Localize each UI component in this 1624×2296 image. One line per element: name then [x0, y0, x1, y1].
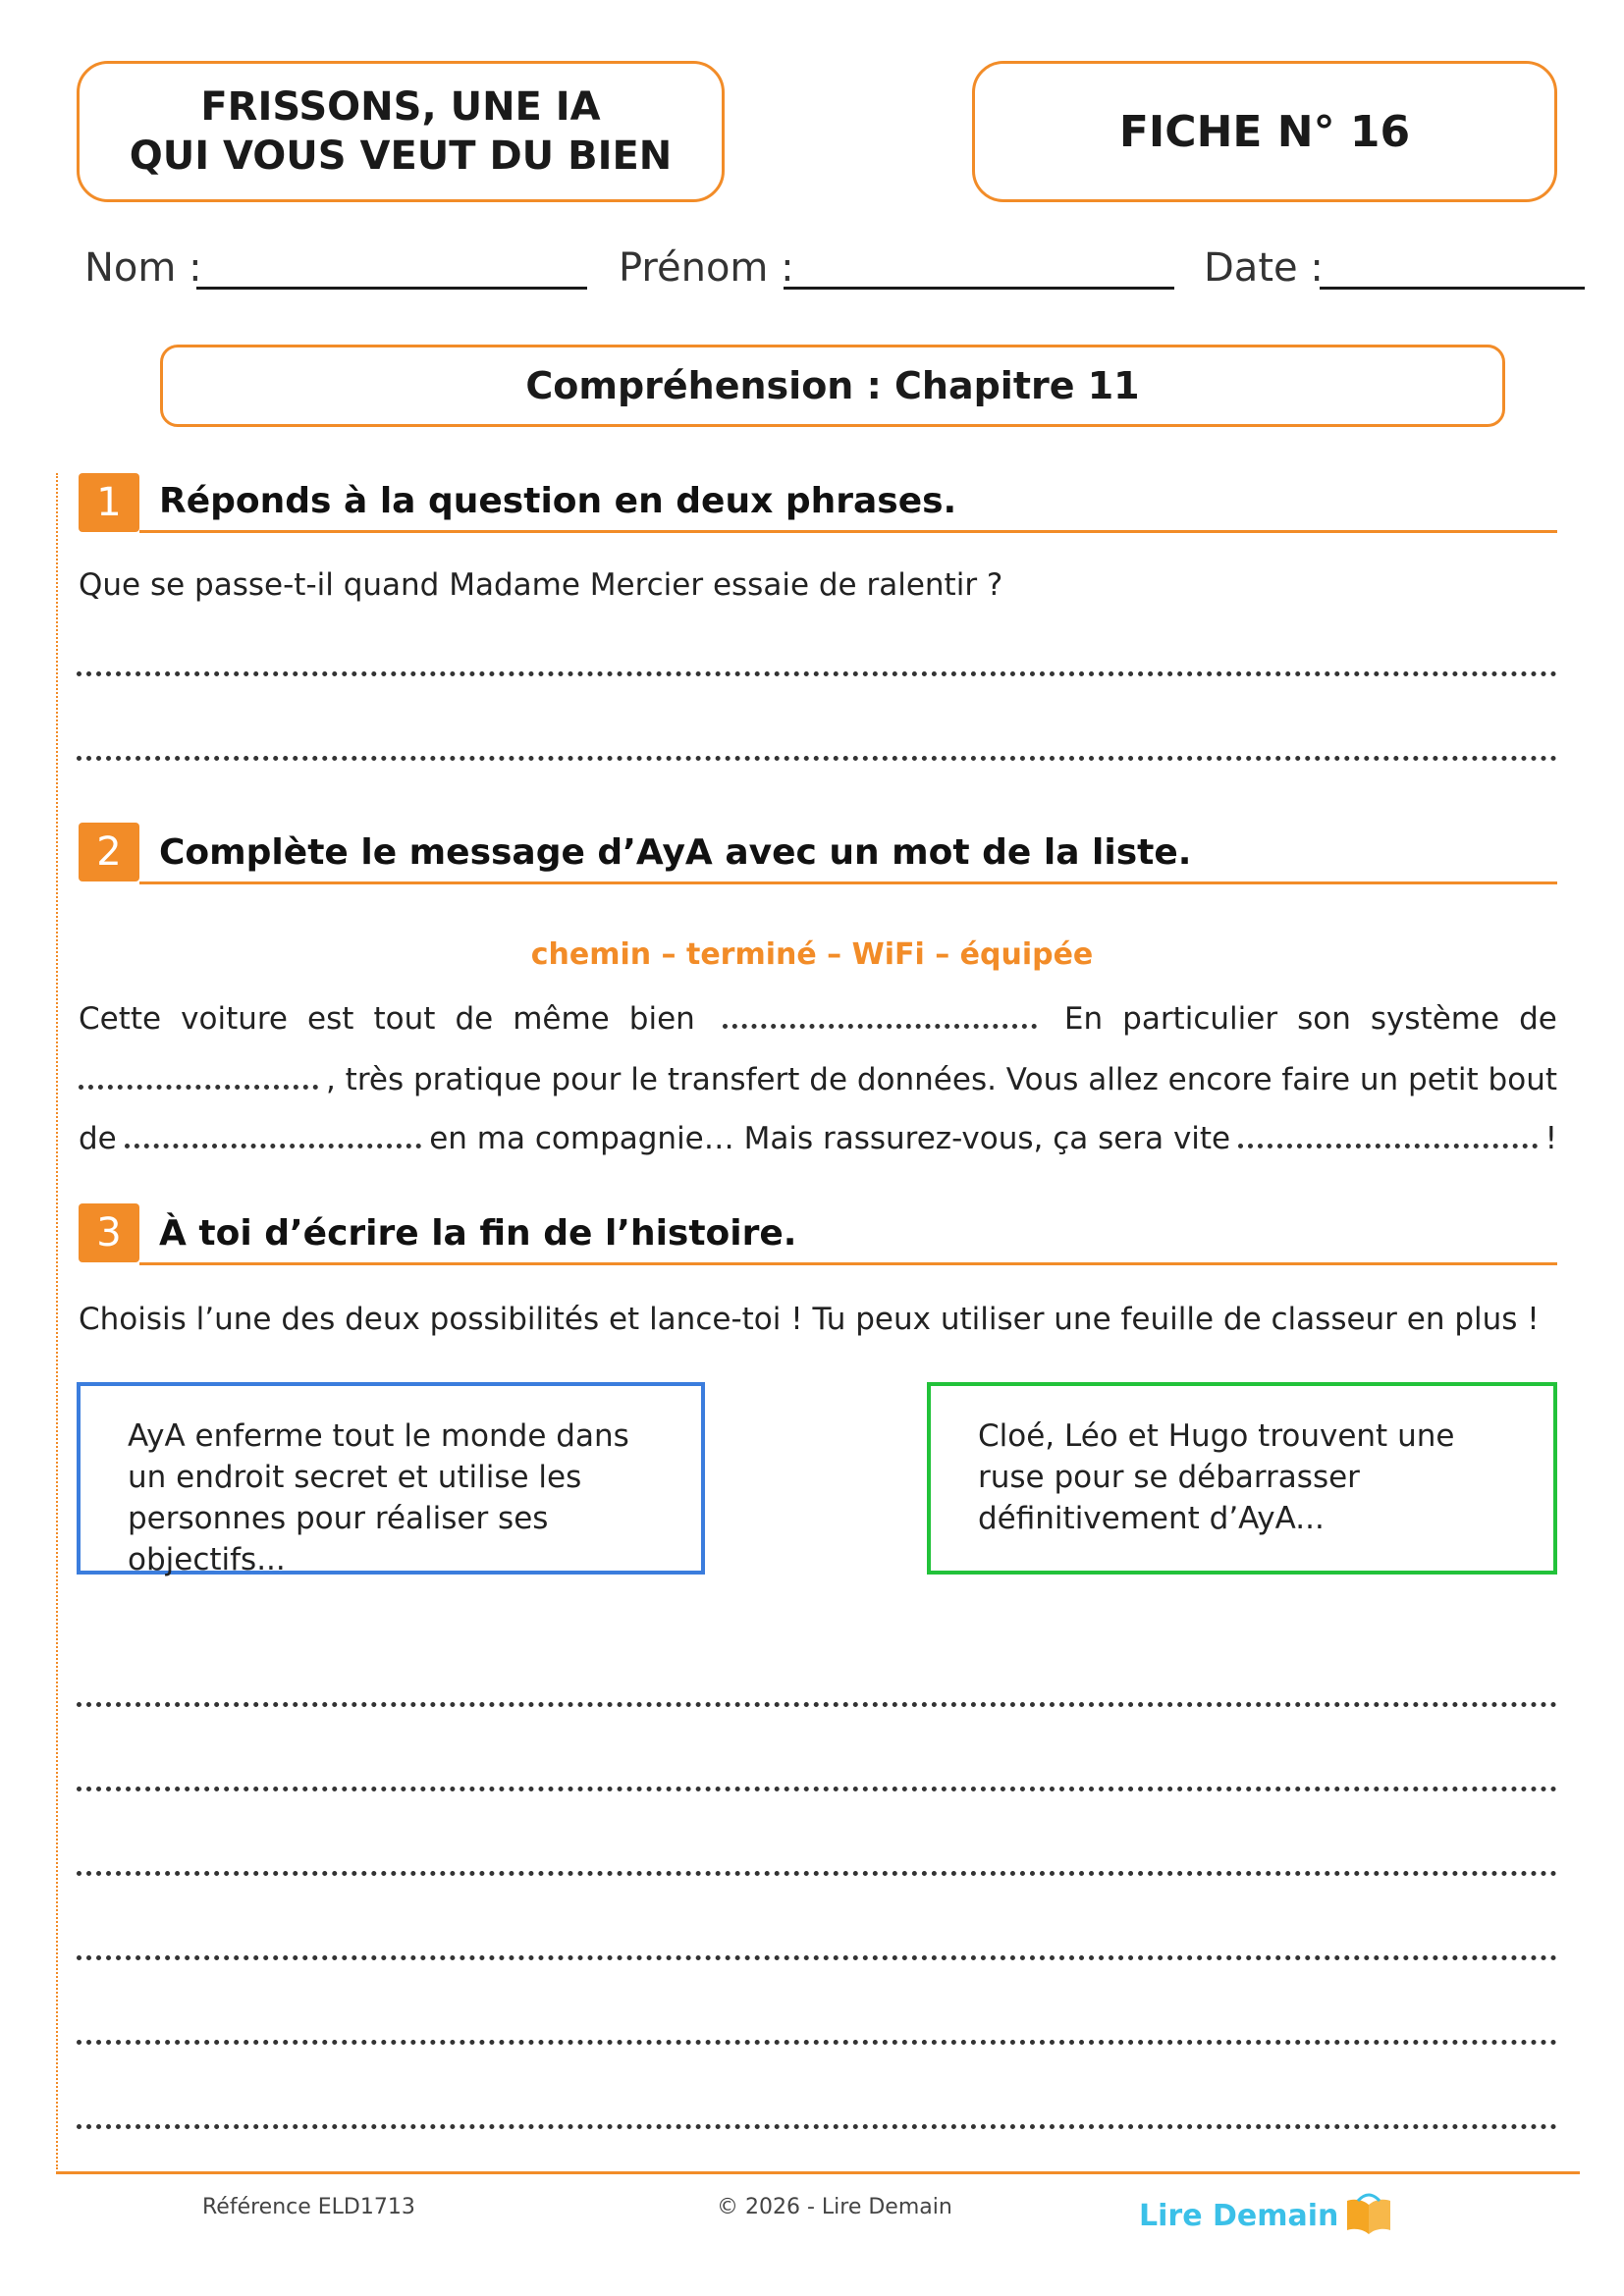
left-margin-dotted-line: [56, 473, 58, 2169]
lire-demain-logo: [1139, 2191, 1393, 2240]
writing-line[interactable]: [77, 1787, 1557, 1791]
fiche-number-box: [972, 61, 1557, 202]
section1-rule: [139, 530, 1557, 533]
cloze-line-3: [79, 1111, 1557, 1156]
section1-question: Que se passe-t-il quand Madame Mercier essaie de ralentir ?: [79, 567, 1003, 603]
logo-text: Lire Demain: [1139, 2198, 1339, 2233]
nom-label: Nom :: [84, 245, 202, 291]
cloze-word: voiture: [181, 1001, 289, 1037]
footer-rule: [56, 2171, 1580, 2174]
section1-title: Réponds à la question en deux phrases.: [159, 481, 957, 521]
date-label: Date :: [1204, 245, 1324, 291]
writing-line[interactable]: [77, 2124, 1557, 2129]
section3-rule: [139, 1262, 1557, 1265]
cloze-blank-2[interactable]: [79, 1085, 318, 1090]
prenom-label: Prénom :: [619, 245, 794, 291]
word-list: chemin – terminé – WiFi – équipée: [530, 937, 1094, 972]
cloze-blank-4[interactable]: [1238, 1144, 1537, 1148]
cloze-word: En: [1063, 1001, 1104, 1037]
cloze-text: de: [79, 1121, 117, 1156]
chapter-box: [160, 345, 1505, 427]
cloze-word: tout: [373, 1001, 436, 1037]
story-choice-a: [77, 1382, 705, 1575]
reference-text: Référence ELD1713: [202, 2195, 415, 2219]
writing-line[interactable]: [77, 1955, 1557, 1960]
cloze-word: particulier: [1122, 1001, 1278, 1037]
story-choice-b: [927, 1382, 1557, 1575]
answer-line[interactable]: [77, 671, 1557, 676]
cloze-word: système: [1370, 1001, 1500, 1037]
prenom-field[interactable]: [784, 287, 1174, 290]
cloze-word: de: [1519, 1001, 1557, 1037]
cloze-text: en ma compagnie… Mais rassurez-vous, ça sera vite: [429, 1121, 1231, 1156]
fiche-number: FICHE N° 16: [1118, 106, 1411, 157]
cloze-word: Cette: [79, 1001, 162, 1037]
cloze-word: son: [1297, 1001, 1351, 1037]
cloze-blank-1[interactable]: [723, 1024, 1037, 1029]
story-choice-a-text: AyA enferme tout le monde dans un endroit secret et utilise les personnes pour réaliser ses objectifs...: [128, 1418, 629, 1577]
section2-rule: [139, 881, 1557, 884]
section3-number-badge: 3: [79, 1203, 139, 1262]
writing-line[interactable]: [77, 1871, 1557, 1876]
date-field[interactable]: [1320, 287, 1585, 290]
cloze-word: est: [307, 1001, 354, 1037]
cloze-line-1: [79, 991, 1557, 1037]
cloze-word: de: [455, 1001, 494, 1037]
answer-line[interactable]: [77, 756, 1557, 761]
cloze-word: bien: [628, 1001, 695, 1037]
cloze-word: même: [513, 1001, 610, 1037]
section1-number-badge: 1: [79, 473, 139, 532]
open-book-icon: [1344, 2191, 1393, 2240]
worksheet-title-box: [77, 61, 725, 202]
worksheet-title-line1: FRISSONS, UNE IA: [200, 84, 601, 130]
cloze-text: , très pratique pour le transfert de données. Vous allez encore faire un petit bout: [325, 1062, 1557, 1097]
cloze-line-2: [79, 1052, 1557, 1097]
section2-title: Complète le message d’AyA avec un mot de la liste.: [159, 832, 1192, 873]
worksheet-title-line2: QUI VOUS VEUT DU BIEN: [129, 133, 673, 179]
writing-line[interactable]: [77, 1702, 1557, 1707]
section2-number-badge: 2: [79, 823, 139, 881]
cloze-text: !: [1544, 1121, 1557, 1156]
chapter-title: Compréhension : Chapitre 11: [525, 364, 1140, 407]
section3-instruction: Choisis l’une des deux possibilités et lance-toi ! Tu peux utiliser une feuille de classeur en plus !: [79, 1302, 1540, 1337]
cloze-blank-3[interactable]: [125, 1144, 421, 1148]
writing-line[interactable]: [77, 2040, 1557, 2045]
nom-field[interactable]: [196, 287, 587, 290]
section3-title: À toi d’écrire la fin de l’histoire.: [159, 1213, 797, 1254]
copyright-text: © 2026 - Lire Demain: [717, 2195, 952, 2219]
story-choice-b-text: Cloé, Léo et Hugo trouvent une ruse pour se débarrasser définitivement d’AyA...: [978, 1418, 1455, 1536]
